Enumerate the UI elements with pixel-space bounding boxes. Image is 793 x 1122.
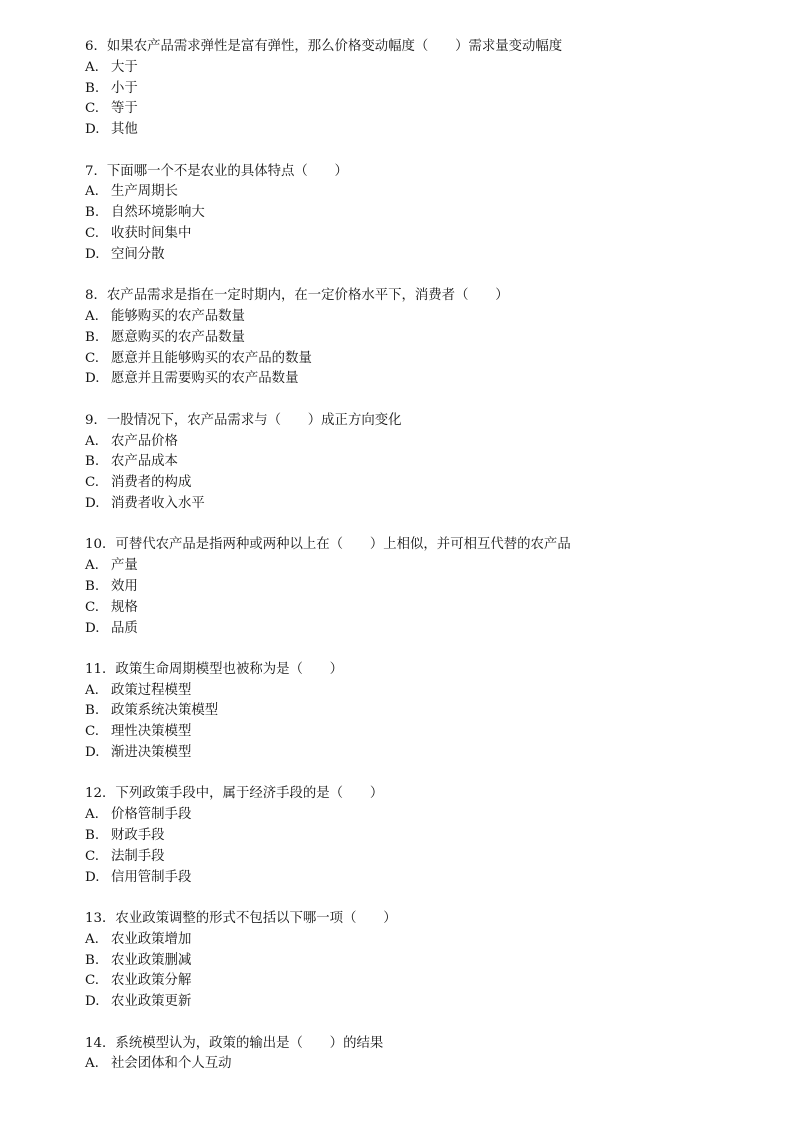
- answer-option: [85, 556, 725, 577]
- question-7: [85, 162, 725, 266]
- answer-option: [85, 245, 725, 266]
- answer-option: [85, 1054, 725, 1075]
- option-letter: C.: [85, 350, 100, 366]
- option-letter: D.: [85, 745, 100, 761]
- option-letter: C.: [85, 724, 100, 740]
- answer-option: [85, 307, 725, 328]
- option-letter: A.: [85, 807, 99, 823]
- answer-option: [85, 203, 725, 224]
- option-text: 能够购买的农产品数量: [111, 308, 245, 324]
- answer-option: [85, 951, 725, 972]
- question-stem: 11．政策生命周期模型也被称为是（ ）: [85, 661, 344, 677]
- option-letter: C.: [85, 848, 100, 864]
- answer-option: [85, 432, 725, 453]
- option-text: 小于: [111, 80, 138, 96]
- answer-option: [85, 826, 725, 847]
- option-letter: B.: [85, 205, 100, 221]
- question-14: [85, 1034, 725, 1076]
- option-letter: B.: [85, 703, 100, 719]
- option-letter: D.: [85, 371, 100, 387]
- option-letter: D.: [85, 122, 100, 138]
- option-text: 愿意并且能够购买的农产品的数量: [111, 350, 312, 366]
- answer-option: [85, 681, 725, 702]
- answer-option: [85, 619, 725, 640]
- option-letter: D.: [85, 869, 100, 885]
- option-letter: B.: [85, 828, 100, 844]
- option-letter: D.: [85, 994, 100, 1010]
- answer-option: [85, 930, 725, 951]
- option-text: 品质: [111, 620, 138, 636]
- question-stem: 14．系统模型认为，政策的输出是（ ）的结果: [85, 1035, 384, 1051]
- answer-option: [85, 452, 725, 473]
- option-text: 政策系统决策模型: [111, 703, 219, 719]
- option-text: 农业政策更新: [111, 994, 192, 1010]
- option-text: 消费者的构成: [111, 475, 192, 491]
- answer-option: [85, 328, 725, 349]
- option-letter: B.: [85, 578, 100, 594]
- question-6: [85, 37, 725, 141]
- option-letter: B.: [85, 80, 100, 96]
- option-letter: C.: [85, 475, 100, 491]
- option-text: 规格: [111, 599, 138, 615]
- option-letter: C.: [85, 599, 100, 615]
- document-page: [85, 37, 725, 1096]
- answer-option: [85, 79, 725, 100]
- option-letter: A.: [85, 308, 99, 324]
- option-text: 渐进决策模型: [111, 745, 192, 761]
- option-text: 政策过程模型: [111, 682, 192, 698]
- answer-option: [85, 868, 725, 889]
- answer-option: [85, 971, 725, 992]
- answer-option: [85, 224, 725, 245]
- answer-option: [85, 701, 725, 722]
- option-text: 法制手段: [111, 848, 165, 864]
- option-text: 消费者收入水平: [111, 495, 205, 511]
- answer-option: [85, 722, 725, 743]
- answer-option: [85, 369, 725, 390]
- option-text: 生产周期长: [111, 184, 178, 200]
- answer-option: [85, 847, 725, 868]
- option-text: 愿意购买的农产品数量: [111, 329, 245, 345]
- answer-option: [85, 349, 725, 370]
- option-text: 产量: [111, 558, 138, 574]
- option-text: 空间分散: [111, 246, 165, 262]
- option-text: 信用管制手段: [111, 869, 192, 885]
- option-letter: A.: [85, 1056, 99, 1072]
- option-text: 价格管制手段: [111, 807, 192, 823]
- option-text: 农业政策删减: [111, 952, 192, 968]
- answer-option: [85, 99, 725, 120]
- option-text: 农产品价格: [111, 433, 178, 449]
- option-text: 效用: [111, 578, 138, 594]
- answer-option: [85, 805, 725, 826]
- option-letter: A.: [85, 931, 99, 947]
- option-text: 农业政策增加: [111, 931, 192, 947]
- option-letter: C.: [85, 973, 100, 989]
- option-text: 愿意并且需要购买的农产品数量: [111, 371, 299, 387]
- question-stem: 6．如果农产品需求弹性是富有弹性，那么价格变动幅度（ ）需求量变动幅度: [85, 39, 563, 54]
- answer-option: [85, 473, 725, 494]
- option-text: 农产品成本: [111, 454, 178, 470]
- option-text: 财政手段: [111, 828, 165, 844]
- option-letter: A.: [85, 558, 99, 574]
- option-letter: C.: [85, 225, 100, 241]
- option-letter: D.: [85, 495, 100, 511]
- question-stem: 8．农产品需求是指在一定时期内，在一定价格水平下，消费者（ ）: [85, 288, 509, 304]
- option-text: 其他: [111, 122, 138, 138]
- option-text: 农业政策分解: [111, 973, 192, 989]
- option-text: 等于: [111, 101, 138, 117]
- answer-option: [85, 577, 725, 598]
- answer-option: [85, 120, 725, 141]
- answer-option: [85, 743, 725, 764]
- option-text: 大于: [111, 59, 138, 75]
- question-8: [85, 286, 725, 390]
- question-13: [85, 909, 725, 1013]
- question-stem: 7．下面哪一个不是农业的具体特点（ ）: [85, 163, 348, 179]
- option-letter: B.: [85, 952, 100, 968]
- answer-option: [85, 494, 725, 515]
- question-12: [85, 784, 725, 888]
- option-letter: C.: [85, 101, 100, 117]
- option-letter: A.: [85, 433, 99, 449]
- option-text: 理性决策模型: [111, 724, 192, 740]
- option-letter: A.: [85, 59, 99, 75]
- question-stem: 12．下列政策手段中，属于经济手段的是（ ）: [85, 786, 384, 802]
- question-stem: 10．可替代农产品是指两种或两种以上在（ ）上相似，并可相互代替的农产品: [85, 537, 571, 553]
- answer-option: [85, 182, 725, 203]
- option-letter: B.: [85, 329, 100, 345]
- option-text: 自然环境影响大: [111, 205, 205, 221]
- question-stem: 13．农业政策调整的形式不包括以下哪一项（ ）: [85, 911, 397, 927]
- answer-option: [85, 58, 725, 79]
- question-9: [85, 411, 725, 515]
- answer-option: [85, 992, 725, 1013]
- option-letter: B.: [85, 454, 100, 470]
- option-text: 收获时间集中: [111, 225, 192, 241]
- answer-option: [85, 598, 725, 619]
- question-10: [85, 535, 725, 639]
- question-11: [85, 660, 725, 764]
- option-letter: A.: [85, 184, 99, 200]
- option-letter: D.: [85, 246, 100, 262]
- option-letter: A.: [85, 682, 99, 698]
- option-letter: D.: [85, 620, 100, 636]
- question-stem: 9．一股情况下，农产品需求与（ ）成正方向变化: [85, 412, 402, 428]
- option-text: 社会团体和个人互动: [111, 1056, 232, 1072]
